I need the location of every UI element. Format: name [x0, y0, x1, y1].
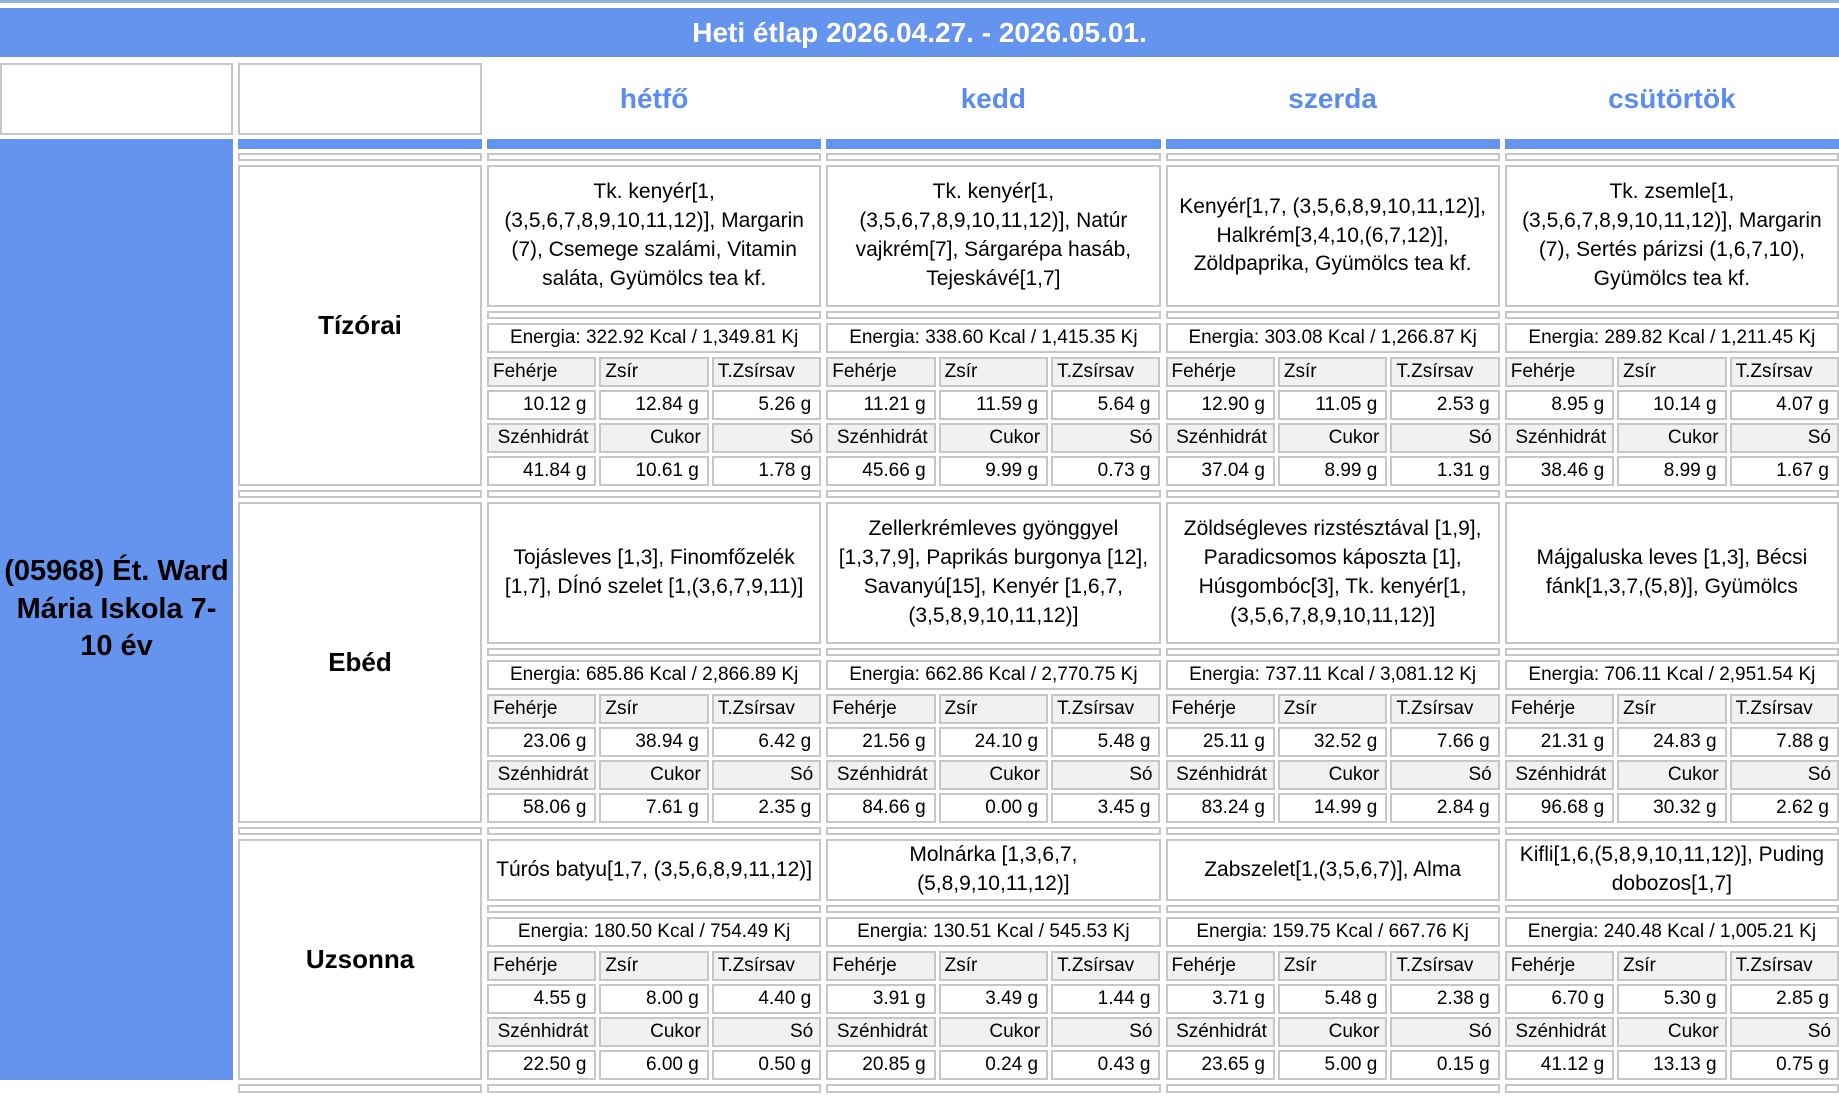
page-title-banner	[0, 8, 1839, 57]
nutrient-header: Cukor	[599, 1017, 708, 1047]
energia-value: Energia: 130.51 Kcal / 545.53 Kj	[826, 917, 1160, 947]
nutrient-header: Zsír	[599, 357, 708, 387]
spacer-strip-cell	[487, 311, 821, 319]
nutrient-header: Szénhidrát	[1505, 760, 1614, 790]
nutrient-value: 11.21 g	[826, 390, 935, 420]
nutrient-value: 30.32 g	[1617, 793, 1726, 823]
food-description: Tk. kenyér[1, (3,5,6,7,8,9,10,11,12)], Natúr vajkrém[7], Sárgarépa hasáb, Tejeskávé[1,7]	[826, 165, 1160, 307]
energia-value: Energia: 322.92 Kcal / 1,349.81 Kj	[487, 323, 821, 353]
menu-entry-Ebéd-kedd	[826, 502, 1160, 823]
spacer-strip-cell	[1166, 311, 1500, 319]
spacer-strip-cell	[487, 490, 821, 498]
food-description: Molnárka [1,3,6,7, (5,8,9,10,11,12)]	[826, 839, 1160, 901]
nutrient-value: 23.65 g	[1166, 1050, 1275, 1080]
nutrient-value: 12.84 g	[599, 390, 708, 420]
nutrient-header: Zsír	[939, 951, 1048, 981]
nutrient-header: Cukor	[1617, 760, 1726, 790]
nutrient-value: 3.71 g	[1166, 984, 1275, 1014]
food-description: Májgaluska leves [1,3], Bécsi fánk[1,3,7,(5,8)], Gyümölcs	[1505, 502, 1839, 644]
menu-entry-Tízórai-hétfő	[487, 165, 821, 486]
nutrient-header: Só	[1051, 1017, 1160, 1047]
nutrient-value: 4.07 g	[1730, 390, 1839, 420]
spacer-strip-cell	[1505, 490, 1839, 498]
nutrient-header: Fehérje	[826, 951, 935, 981]
nutrient-value: 1.67 g	[1730, 456, 1839, 486]
nutrient-value: 38.94 g	[599, 727, 708, 757]
nutrient-value: 11.59 g	[939, 390, 1048, 420]
spacer-strip-cell	[487, 648, 821, 656]
energia-value: Energia: 685.86 Kcal / 2,866.89 Kj	[487, 660, 821, 690]
nutrient-header: Só	[1390, 760, 1499, 790]
menu-entry-Ebéd-csütörtök	[1505, 502, 1839, 823]
spacer-strip-cell	[238, 153, 482, 161]
nutrient-value: 7.88 g	[1730, 727, 1839, 757]
food-description: Kenyér[1,7, (3,5,6,8,9,10,11,12)], Halkrém[3,4,10,(6,7,12)], Zöldpaprika, Gyümölcs tea kf.	[1166, 165, 1500, 307]
spacer-strip-cell	[826, 311, 1160, 319]
nutrient-table	[826, 694, 1160, 823]
nutrient-header: Fehérje	[826, 694, 935, 724]
nutrient-value: 45.66 g	[826, 456, 935, 486]
nutrient-header: Zsír	[599, 951, 708, 981]
nutrient-header: Szénhidrát	[1505, 423, 1614, 453]
nutrient-header: T.Zsírsav	[712, 357, 821, 387]
spacer-strip-cell	[1505, 905, 1839, 913]
nutrient-header: Cukor	[1278, 760, 1387, 790]
spacer-strip-cell	[487, 1084, 821, 1093]
nutrient-value: 11.05 g	[1278, 390, 1387, 420]
nutrient-value: 21.56 g	[826, 727, 935, 757]
nutrient-header: T.Zsírsav	[1051, 694, 1160, 724]
header-underline-bar	[826, 139, 1160, 149]
menu-entry-Uzsonna-szerda	[1166, 839, 1500, 1080]
spacer-strip-cell	[1505, 827, 1839, 835]
nutrient-value: 22.50 g	[487, 1050, 596, 1080]
nutrient-value: 0.50 g	[712, 1050, 821, 1080]
menu-entry-Uzsonna-csütörtök	[1505, 839, 1839, 1080]
header-underline-bar	[1166, 139, 1500, 149]
spacer-strip-cell	[1166, 905, 1500, 913]
nutrient-value: 20.85 g	[826, 1050, 935, 1080]
nutrient-value: 2.38 g	[1390, 984, 1499, 1014]
nutrient-value: 83.24 g	[1166, 793, 1275, 823]
spacer-strip-cell	[826, 905, 1160, 913]
nutrient-header: Zsír	[939, 694, 1048, 724]
header-underline-bar	[487, 139, 821, 149]
nutrient-value: 10.14 g	[1617, 390, 1726, 420]
nutrient-header: Szénhidrát	[826, 760, 935, 790]
nutrient-value: 4.40 g	[712, 984, 821, 1014]
nutrient-header: Szénhidrát	[1166, 760, 1275, 790]
spacer-strip-cell	[826, 1084, 1160, 1093]
energia-value: Energia: 180.50 Kcal / 754.49 Kj	[487, 917, 821, 947]
nutrient-value: 0.24 g	[939, 1050, 1048, 1080]
menu-entry-Uzsonna-kedd	[826, 839, 1160, 1080]
menu-entry-Ebéd-hétfő	[487, 502, 821, 823]
nutrient-value: 25.11 g	[1166, 727, 1275, 757]
nutrient-header: T.Zsírsav	[1390, 694, 1499, 724]
nutrient-table	[1166, 694, 1500, 823]
nutrient-value: 96.68 g	[1505, 793, 1614, 823]
food-description: Tk. kenyér[1, (3,5,6,7,8,9,10,11,12)], Margarin (7), Csemege szalámi, Vitamin saláta, Gyümölcs tea kf.	[487, 165, 821, 307]
nutrient-header: Zsír	[1278, 357, 1387, 387]
header-underline-bar	[1505, 139, 1839, 149]
energia-value: Energia: 338.60 Kcal / 1,415.35 Kj	[826, 323, 1160, 353]
nutrient-value: 7.61 g	[599, 793, 708, 823]
spacer-strip-cell	[826, 827, 1160, 835]
nutrient-header: Só	[1051, 423, 1160, 453]
nutrient-value: 6.42 g	[712, 727, 821, 757]
bottom-left-blank	[0, 1084, 233, 1093]
nutrient-value: 5.30 g	[1617, 984, 1726, 1014]
day-header-3: szerda	[1288, 83, 1377, 114]
nutrient-header: T.Zsírsav	[1730, 694, 1839, 724]
nutrient-value: 2.62 g	[1730, 793, 1839, 823]
nutrient-value: 2.85 g	[1730, 984, 1839, 1014]
spacer-strip-cell	[1505, 648, 1839, 656]
spacer-strip-cell	[1505, 1084, 1839, 1093]
meal-label-3: Uzsonna	[238, 839, 482, 1080]
energia-value: Energia: 240.48 Kcal / 1,005.21 Kj	[1505, 917, 1839, 947]
nutrient-header: Só	[1390, 1017, 1499, 1047]
nutrient-value: 12.90 g	[1166, 390, 1275, 420]
nutrient-header: Só	[712, 1017, 821, 1047]
nutrient-header: T.Zsírsav	[712, 694, 821, 724]
nutrient-header: Zsír	[1278, 951, 1387, 981]
nutrient-header: Szénhidrát	[1505, 1017, 1614, 1047]
nutrient-header: Só	[1390, 423, 1499, 453]
nutrient-table	[487, 357, 821, 486]
spacer-strip-cell	[826, 648, 1160, 656]
nutrient-header: Fehérje	[1166, 951, 1275, 981]
nutrient-header: Cukor	[599, 760, 708, 790]
nutrient-header: Zsír	[1617, 357, 1726, 387]
nutrient-value: 41.12 g	[1505, 1050, 1614, 1080]
energia-value: Energia: 303.08 Kcal / 1,266.87 Kj	[1166, 323, 1500, 353]
nutrient-value: 41.84 g	[487, 456, 596, 486]
nutrient-value: 5.64 g	[1051, 390, 1160, 420]
food-description: Zellerkrémleves gyönggyel [1,3,7,9], Paprikás burgonya [12], Savanyú[15], Kenyér [1,6,7,(3,5,8,9,10,11,12)]	[826, 502, 1160, 644]
nutrient-header: Fehérje	[826, 357, 935, 387]
nutrient-value: 37.04 g	[1166, 456, 1275, 486]
nutrient-value: 2.84 g	[1390, 793, 1499, 823]
nutrient-header: Só	[1730, 760, 1839, 790]
nutrient-value: 8.00 g	[599, 984, 708, 1014]
nutrient-table	[487, 951, 821, 1080]
nutrient-value: 24.10 g	[939, 727, 1048, 757]
corner-cell-meal	[238, 63, 482, 135]
nutrient-table	[1505, 951, 1839, 1080]
nutrient-header: Só	[1051, 760, 1160, 790]
meal-label-1: Tízórai	[238, 165, 482, 486]
nutrient-value: 14.99 g	[1278, 793, 1387, 823]
nutrient-table	[1505, 694, 1839, 823]
spacer-strip-cell	[1505, 311, 1839, 319]
food-description: Tk. zsemle[1, (3,5,6,7,8,9,10,11,12)], Margarin (7), Sertés párizsi (1,6,7,10), Gyümölcs tea kf.	[1505, 165, 1839, 307]
nutrient-value: 0.15 g	[1390, 1050, 1499, 1080]
spacer-strip-cell	[487, 153, 821, 161]
nutrient-header: T.Zsírsav	[1051, 951, 1160, 981]
nutrient-table	[487, 694, 821, 823]
nutrient-value: 84.66 g	[826, 793, 935, 823]
nutrient-header: Fehérje	[487, 357, 596, 387]
nutrient-header: Zsír	[939, 357, 1048, 387]
nutrient-header: T.Zsírsav	[1051, 357, 1160, 387]
nutrient-value: 13.13 g	[1617, 1050, 1726, 1080]
food-description: Zöldségleves rizstésztával [1,9], Paradicsomos káposzta [1], Húsgombóc[3], Tk. kenyér[1, (3,5,6,7,8,9,10,11,12)]	[1166, 502, 1500, 644]
nutrient-header: Só	[1730, 1017, 1839, 1047]
menu-table	[0, 63, 1839, 1093]
nutrient-header: Zsír	[1617, 951, 1726, 981]
nutrient-header: T.Zsírsav	[1390, 951, 1499, 981]
page-title: Heti étlap 2026.04.27. - 2026.05.01.	[692, 16, 1147, 48]
nutrient-header: Szénhidrát	[1166, 1017, 1275, 1047]
food-description: Tojásleves [1,3], Finomfőzelék [1,7], DÍnó szelet [1,(3,6,7,9,11)]	[487, 502, 821, 644]
food-description: Túrós batyu[1,7, (3,5,6,8,9,11,12)]	[487, 839, 821, 901]
nutrient-header: Szénhidrát	[487, 423, 596, 453]
energia-value: Energia: 706.11 Kcal / 2,951.54 Kj	[1505, 660, 1839, 690]
corner-cell-left	[0, 63, 233, 135]
nutrient-header: Szénhidrát	[826, 423, 935, 453]
nutrient-header: Fehérje	[1505, 951, 1614, 981]
day-header-2: kedd	[960, 83, 1027, 114]
nutrient-header: T.Zsírsav	[1730, 951, 1839, 981]
nutrient-header: Fehérje	[487, 694, 596, 724]
menu-entry-Uzsonna-hétfő	[487, 839, 821, 1080]
spacer-strip-cell	[238, 1084, 482, 1093]
nutrient-value: 2.35 g	[712, 793, 821, 823]
spacer-strip-cell	[1166, 1084, 1500, 1093]
nutrient-value: 23.06 g	[487, 727, 596, 757]
nutrient-value: 32.52 g	[1278, 727, 1387, 757]
energia-value: Energia: 159.75 Kcal / 667.76 Kj	[1166, 917, 1500, 947]
nutrient-header: Cukor	[939, 1017, 1048, 1047]
nutrient-header: Zsír	[1278, 694, 1387, 724]
nutrient-value: 3.91 g	[826, 984, 935, 1014]
nutrient-value: 0.00 g	[939, 793, 1048, 823]
nutrient-value: 5.48 g	[1278, 984, 1387, 1014]
spacer-strip-cell	[1166, 490, 1500, 498]
nutrient-header: Zsír	[599, 694, 708, 724]
nutrient-value: 0.43 g	[1051, 1050, 1160, 1080]
nutrient-value: 1.31 g	[1390, 456, 1499, 486]
nutrient-value: 1.78 g	[712, 456, 821, 486]
institution-cell: (05968) Ét. Ward Mária Iskola 7-10 év	[0, 139, 233, 1080]
nutrient-value: 38.46 g	[1505, 456, 1614, 486]
top-accent-line	[0, 0, 1839, 3]
nutrient-header: Fehérje	[1505, 357, 1614, 387]
nutrient-value: 8.95 g	[1505, 390, 1614, 420]
nutrient-value: 3.45 g	[1051, 793, 1160, 823]
menu-entry-Tízórai-szerda	[1166, 165, 1500, 486]
nutrient-table	[826, 357, 1160, 486]
nutrient-header: Cukor	[1617, 423, 1726, 453]
nutrient-value: 1.44 g	[1051, 984, 1160, 1014]
header-underline-bar	[238, 139, 482, 149]
nutrient-value: 0.75 g	[1730, 1050, 1839, 1080]
nutrient-value: 8.99 g	[1617, 456, 1726, 486]
food-description: Kifli[1,6,(5,8,9,10,11,12)], Puding dobozos[1,7]	[1505, 839, 1839, 901]
nutrient-header: Szénhidrát	[487, 760, 596, 790]
nutrient-table	[1505, 357, 1839, 486]
food-description: Zabszelet[1,(3,5,6,7)], Alma	[1166, 839, 1500, 901]
nutrient-value: 21.31 g	[1505, 727, 1614, 757]
spacer-strip-cell	[1505, 153, 1839, 161]
nutrient-header: Cukor	[599, 423, 708, 453]
energia-value: Energia: 662.86 Kcal / 2,770.75 Kj	[826, 660, 1160, 690]
nutrient-value: 10.61 g	[599, 456, 708, 486]
nutrient-value: 0.73 g	[1051, 456, 1160, 486]
nutrient-header: Cukor	[939, 423, 1048, 453]
nutrient-header: T.Zsírsav	[1730, 357, 1839, 387]
nutrient-header: Fehérje	[487, 951, 596, 981]
spacer-strip-cell	[238, 490, 482, 498]
nutrient-value: 24.83 g	[1617, 727, 1726, 757]
nutrient-value: 3.49 g	[939, 984, 1048, 1014]
nutrient-header: Fehérje	[1166, 357, 1275, 387]
spacer-strip-cell	[238, 827, 482, 835]
nutrient-value: 6.70 g	[1505, 984, 1614, 1014]
nutrient-header: Cukor	[939, 760, 1048, 790]
spacer-strip-cell	[1166, 827, 1500, 835]
nutrient-header: Szénhidrát	[487, 1017, 596, 1047]
nutrient-value: 2.53 g	[1390, 390, 1499, 420]
menu-entry-Tízórai-csütörtök	[1505, 165, 1839, 486]
nutrient-value: 10.12 g	[487, 390, 596, 420]
nutrient-header: Zsír	[1617, 694, 1726, 724]
meal-label-2: Ebéd	[238, 502, 482, 823]
nutrient-header: Szénhidrát	[1166, 423, 1275, 453]
energia-value: Energia: 289.82 Kcal / 1,211.45 Kj	[1505, 323, 1839, 353]
nutrient-header: Só	[712, 423, 821, 453]
nutrient-value: 5.00 g	[1278, 1050, 1387, 1080]
spacer-strip-cell	[1166, 153, 1500, 161]
nutrient-value: 8.99 g	[1278, 456, 1387, 486]
nutrient-header: T.Zsírsav	[712, 951, 821, 981]
spacer-strip-cell	[826, 490, 1160, 498]
nutrient-header: Szénhidrát	[826, 1017, 935, 1047]
nutrient-header: Cukor	[1278, 1017, 1387, 1047]
nutrient-header: Cukor	[1278, 423, 1387, 453]
nutrient-header: Fehérje	[1505, 694, 1614, 724]
nutrient-header: Fehérje	[1166, 694, 1275, 724]
nutrient-table	[1166, 357, 1500, 486]
day-header-4: csütörtök	[1608, 83, 1736, 114]
spacer-strip-cell	[826, 153, 1160, 161]
nutrient-value: 58.06 g	[487, 793, 596, 823]
energia-value: Energia: 737.11 Kcal / 3,081.12 Kj	[1166, 660, 1500, 690]
nutrient-value: 9.99 g	[939, 456, 1048, 486]
nutrient-table	[1166, 951, 1500, 1080]
nutrient-value: 7.66 g	[1390, 727, 1499, 757]
menu-entry-Ebéd-szerda	[1166, 502, 1500, 823]
day-header-1: hétfő	[619, 83, 689, 114]
spacer-strip-cell	[1166, 648, 1500, 656]
nutrient-value: 5.48 g	[1051, 727, 1160, 757]
nutrient-header: T.Zsírsav	[1390, 357, 1499, 387]
spacer-strip-cell	[487, 905, 821, 913]
menu-entry-Tízórai-kedd	[826, 165, 1160, 486]
nutrient-value: 4.55 g	[487, 984, 596, 1014]
nutrient-header: Só	[712, 760, 821, 790]
spacer-strip-cell	[487, 827, 821, 835]
nutrient-value: 5.26 g	[712, 390, 821, 420]
nutrient-header: Cukor	[1617, 1017, 1726, 1047]
nutrient-header: Só	[1730, 423, 1839, 453]
nutrient-value: 6.00 g	[599, 1050, 708, 1080]
nutrient-table	[826, 951, 1160, 1080]
